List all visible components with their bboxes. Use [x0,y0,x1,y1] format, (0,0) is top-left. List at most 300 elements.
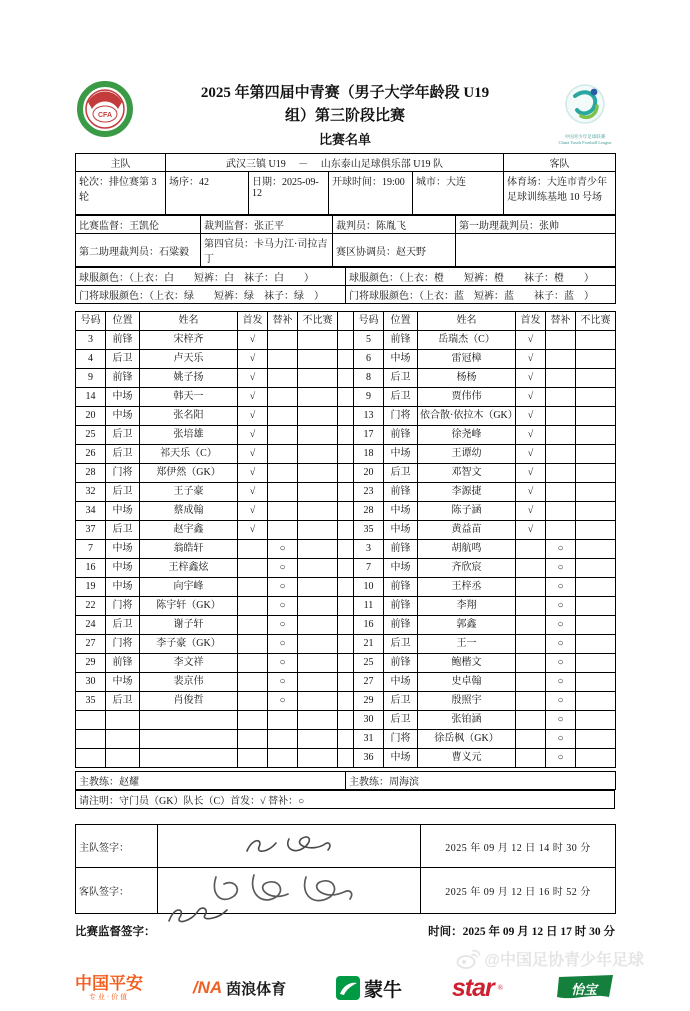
divider-cell [338,388,354,407]
away-start-mark [516,597,546,616]
home-sub-mark: ○ [268,635,298,654]
star-wordmark: star [451,973,494,1002]
assistant1-cell: 第一助理裁判员：张帅 [456,216,616,234]
page-title-line2: 组）第三阶段比赛 [284,107,405,124]
home-dnp-cell [298,635,338,654]
home-start-header: 首发 [238,312,268,331]
away-player-position: 中场 [384,673,418,692]
away-dnp-cell [576,597,616,616]
home-sub-mark [268,445,298,464]
home-sub-mark: ○ [268,540,298,559]
away-start-mark [516,635,546,654]
away-sub-mark: ○ [546,540,576,559]
roster-body [76,331,616,768]
away-dnp-cell [576,464,616,483]
away-start-header: 首发 [516,312,546,331]
home-sub-mark [268,369,298,388]
away-player-name: 徐尧峰 [418,426,516,445]
away-player-number: 18 [354,445,384,464]
home-start-mark [238,616,268,635]
away-player-number: 8 [354,369,384,388]
home-signature-time: 2025 年 09 月 12 日 14 时 30 分 [421,825,616,868]
away-sub-mark: ○ [546,654,576,673]
away-player-number: 3 [354,540,384,559]
roster-row [76,711,616,730]
legend-note: 请注明：守门员（GK）队长（C）首发：√ 替补：○ [76,791,615,809]
away-player-number: 25 [354,654,384,673]
home-player-position: 后卫 [106,445,140,464]
away-player-number: 31 [354,730,384,749]
home-dnp-cell [298,730,338,749]
mengniu-icon [336,976,360,1000]
away-player-name: 齐欣宸 [418,559,516,578]
home-player-name: 蔡成翰 [140,502,238,521]
mengniu-wordmark: 蒙牛 [364,979,403,1001]
divider-cell [338,407,354,426]
home-dnp-cell [298,388,338,407]
roster-row [76,426,616,445]
away-sub-mark [546,464,576,483]
home-player-number: 9 [76,369,106,388]
away-player-number: 20 [354,464,384,483]
youth-league-caption-en: China Youth Football League [558,141,612,147]
home-dnp-header: 不比赛 [298,312,338,331]
home-player-position: 后卫 [106,692,140,711]
home-start-mark [238,635,268,654]
away-signature-time: 2025 年 09 月 12 日 16 时 52 分 [421,868,616,914]
away-player-position: 后卫 [384,369,418,388]
home-start-mark [238,711,268,730]
away-dnp-cell [576,559,616,578]
away-signature-label: 客队签字： [76,868,158,914]
away-sub-mark [546,445,576,464]
away-player-number: 11 [354,597,384,616]
away-start-mark: √ [516,407,546,426]
away-player-position: 中场 [384,749,418,768]
home-player-name: 姚子扬 [140,369,238,388]
away-dnp-cell [576,388,616,407]
away-start-mark [516,730,546,749]
home-player-number: 32 [76,483,106,502]
home-dnp-cell [298,331,338,350]
away-sub-mark: ○ [546,749,576,768]
home-sub-mark [268,730,298,749]
away-dnp-cell [576,692,616,711]
pingan-wordmark: 中国平安 [75,973,143,993]
home-start-mark [238,559,268,578]
home-dnp-cell [298,711,338,730]
divider-cell [338,331,354,350]
away-player-position: 后卫 [384,711,418,730]
home-player-name: 陈宇轩（GK） [140,597,238,616]
away-player-name: 黄益苗 [418,521,516,540]
home-player-number: 35 [76,692,106,711]
home-player-name: 宋梓齐 [140,331,238,350]
home-player-name: 李子豪（GK） [140,635,238,654]
cfa-logo [75,82,135,141]
match-info-table [75,153,616,215]
empty-official-cell [456,234,616,267]
assistant2-cell: 第二助理裁判员：石粱毅 [76,234,201,267]
home-player-position: 前锋 [106,654,140,673]
home-player-number: 29 [76,654,106,673]
away-dnp-cell [576,616,616,635]
home-player-number: 27 [76,635,106,654]
home-sub-header: 替补 [268,312,298,331]
away-sub-mark [546,369,576,388]
roster-row [76,673,616,692]
home-player-name: 裴京伟 [140,673,238,692]
officials-table [75,215,616,267]
away-player-name: 雷冠樟 [418,350,516,369]
away-player-position: 前锋 [384,483,418,502]
home-player-position: 中场 [106,502,140,521]
home-start-mark [238,749,268,768]
away-player-position: 前锋 [384,540,418,559]
home-start-mark [238,692,268,711]
home-dnp-cell [298,692,338,711]
home-sub-mark: ○ [268,673,298,692]
home-sub-mark [268,464,298,483]
divider-cell [338,730,354,749]
away-player-position: 后卫 [384,692,418,711]
weibo-watermark [456,947,644,970]
home-dnp-cell [298,749,338,768]
divider-cell [338,502,354,521]
home-start-mark [238,673,268,692]
home-dnp-cell [298,369,338,388]
away-start-mark: √ [516,369,546,388]
date-cell: 日期：2025-09-12 [249,172,329,215]
away-sub-header: 替补 [546,312,576,331]
home-player-number: 16 [76,559,106,578]
away-player-name: 胡航鸣 [418,540,516,559]
home-start-mark [238,540,268,559]
yinlang-logo [193,978,286,999]
home-sub-mark [268,331,298,350]
away-player-number: 27 [354,673,384,692]
supervisor-signature [161,901,235,934]
away-player-name: 曹义元 [418,749,516,768]
away-player-name: 陈子涵 [418,502,516,521]
home-player-position: 门将 [106,464,140,483]
away-player-position: 前锋 [384,597,418,616]
kickoff-cell: 开球时间：19:00 [329,172,413,215]
home-dnp-cell [298,540,338,559]
home-start-mark [238,730,268,749]
home-player-position: 后卫 [106,350,140,369]
document-header [75,82,615,148]
divider-cell [338,445,354,464]
match-number-cell: 场序：42 [166,172,249,215]
home-sub-mark: ○ [268,559,298,578]
away-dnp-cell [576,673,616,692]
home-player-position: 前锋 [106,331,140,350]
home-player-number: 37 [76,521,106,540]
roster-row [76,464,616,483]
away-player-name: 贾伟伟 [418,388,516,407]
home-gk-kit-cell: 门将球服颜色：（上衣：绿 短裤：绿 袜子：绿 ） [76,286,346,304]
away-player-name: 李源捷 [418,483,516,502]
home-player-name: 赵宇鑫 [140,521,238,540]
home-signature-ink [229,829,349,861]
away-player-name: 王一 [418,635,516,654]
away-start-mark [516,616,546,635]
home-start-mark [238,654,268,673]
home-number-header: 号码 [76,312,106,331]
home-start-mark: √ [238,331,268,350]
home-player-name: 韩天一 [140,388,238,407]
divider-cell [338,464,354,483]
away-sub-mark: ○ [546,711,576,730]
home-sub-mark: ○ [268,578,298,597]
home-signature-label: 主队签字： [76,825,158,868]
sponsor-row [75,965,615,1011]
away-start-mark: √ [516,426,546,445]
home-start-mark: √ [238,502,268,521]
away-player-number: 30 [354,711,384,730]
roster-header-row [76,312,616,331]
away-player-name: 王梓丞 [418,578,516,597]
home-player-position: 后卫 [106,616,140,635]
stadium-cell: 体育场：大连市青少年足球训练基地 10 号场 [504,172,616,215]
home-player-name [140,749,238,768]
home-dnp-cell [298,673,338,692]
home-sub-mark [268,502,298,521]
home-player-position: 中场 [106,673,140,692]
away-player-number: 7 [354,559,384,578]
away-sub-mark [546,350,576,369]
away-dnp-cell [576,578,616,597]
away-start-mark: √ [516,502,546,521]
signatures-table [75,824,616,914]
divider-cell [338,369,354,388]
home-sub-mark: ○ [268,692,298,711]
away-sub-mark: ○ [546,597,576,616]
away-player-position: 门将 [384,407,418,426]
home-player-position: 后卫 [106,426,140,445]
home-dnp-cell [298,426,338,445]
away-player-name: 岳瑞杰（C） [418,331,516,350]
home-dnp-cell [298,559,338,578]
home-player-name: 王梓鑫炫 [140,559,238,578]
supervisor-signature-row [75,923,615,939]
away-start-mark [516,654,546,673]
away-player-position: 后卫 [384,388,418,407]
away-dnp-cell [576,749,616,768]
away-team-label: 客队 [504,154,616,172]
away-kit-cell: 球服颜色：（上衣：橙 短裤：橙 袜子：橙 ） [346,268,616,286]
home-start-mark [238,578,268,597]
away-player-name: 杨杨 [418,369,516,388]
home-player-position: 中场 [106,407,140,426]
home-start-mark [238,597,268,616]
supervisor-signature-ink [161,901,235,931]
away-player-number: 21 [354,635,384,654]
divider-cell [338,749,354,768]
away-player-position: 后卫 [384,635,418,654]
away-player-name: 依合散·依拉木（GK） [418,407,516,426]
round-cell: 轮次：排位赛第 3 轮 [76,172,166,215]
away-sub-mark: ○ [546,673,576,692]
divider-cell [338,635,354,654]
kit-colors-table [75,267,616,304]
away-player-position: 门将 [384,730,418,749]
away-start-mark: √ [516,388,546,407]
away-player-name: 邓智文 [418,464,516,483]
home-sub-mark [268,521,298,540]
divider-cell [338,711,354,730]
roster-row [76,388,616,407]
away-sub-mark [546,388,576,407]
away-player-position: 中场 [384,445,418,464]
pingan-logo [75,975,143,1001]
away-player-number: 10 [354,578,384,597]
away-player-name: 王谭幼 [418,445,516,464]
away-player-name: 张铂涵 [418,711,516,730]
home-kit-cell: 球服颜色：（上衣：白 短裤：白 袜子：白 ） [76,268,346,286]
home-sub-mark [268,483,298,502]
roster-row [76,578,616,597]
home-player-name: 张名阳 [140,407,238,426]
home-dnp-cell [298,464,338,483]
home-player-number: 34 [76,502,106,521]
home-player-number: 26 [76,445,106,464]
youth-league-caption-cn: 中国青少年足球联赛 [564,135,606,140]
home-player-number: 22 [76,597,106,616]
roster-row [76,350,616,369]
away-start-mark: √ [516,350,546,369]
divider-cell [338,578,354,597]
away-start-mark [516,673,546,692]
away-sub-mark [546,407,576,426]
away-sub-mark: ○ [546,730,576,749]
divider-cell [338,350,354,369]
away-sub-mark [546,426,576,445]
home-player-name [140,711,238,730]
yinlang-icon: /NA [192,978,223,997]
away-dnp-cell [576,369,616,388]
away-start-mark: √ [516,445,546,464]
home-team-signature [158,825,421,868]
home-start-mark: √ [238,350,268,369]
away-number-header: 号码 [354,312,384,331]
home-sub-mark [268,426,298,445]
home-player-name: 向宇峰 [140,578,238,597]
home-dnp-cell [298,578,338,597]
home-start-mark: √ [238,445,268,464]
home-dnp-cell [298,597,338,616]
away-player-position: 前锋 [384,654,418,673]
divider-cell [338,483,354,502]
away-dnp-cell [576,407,616,426]
divider-cell [338,540,354,559]
home-start-mark: √ [238,464,268,483]
home-player-position: 中场 [106,578,140,597]
away-start-mark [516,540,546,559]
home-position-header: 位置 [106,312,140,331]
roster-row [76,483,616,502]
home-player-name [140,730,238,749]
home-sub-mark: ○ [268,597,298,616]
away-player-position: 前锋 [384,331,418,350]
mengniu-logo [336,975,402,1002]
home-player-number: 3 [76,331,106,350]
away-start-mark [516,578,546,597]
home-player-number [76,730,106,749]
youth-league-icon [561,82,609,130]
svg-text:CFA: CFA [98,112,112,119]
home-player-position: 后卫 [106,483,140,502]
home-team-label: 主队 [76,154,166,172]
away-dnp-cell [576,654,616,673]
away-player-name: 史卓翰 [418,673,516,692]
away-player-position: 中场 [384,502,418,521]
away-player-position: 前锋 [384,616,418,635]
away-start-mark: √ [516,521,546,540]
star-logo [452,974,503,1003]
home-coach-cell: 主教练：赵耀 [76,772,346,790]
away-sub-mark [546,521,576,540]
away-player-number: 23 [354,483,384,502]
home-player-name: 谢子轩 [140,616,238,635]
roster-table [75,311,616,768]
coaches-table [75,771,616,790]
yibao-wordmark: 怡宝 [570,981,597,997]
away-player-number: 16 [354,616,384,635]
home-start-mark: √ [238,521,268,540]
home-player-name: 肖俊哲 [140,692,238,711]
away-dnp-cell [576,711,616,730]
referee-cell: 裁判员：陈胤飞 [333,216,456,234]
away-player-position: 中场 [384,350,418,369]
roster-row [76,559,616,578]
home-player-number [76,711,106,730]
divider-cell [338,597,354,616]
away-player-position: 中场 [384,559,418,578]
fourth-official-cell: 第四官员：卡马力江·司拉吉丁 [201,234,333,267]
home-player-position [106,749,140,768]
away-sub-mark: ○ [546,578,576,597]
home-player-position: 中场 [106,559,140,578]
roster-row [76,597,616,616]
home-player-number: 19 [76,578,106,597]
referee-assessor-cell: 裁判监督：张正平 [201,216,333,234]
roster-row [76,502,616,521]
divider-cell [338,654,354,673]
roster-row [76,616,616,635]
away-start-mark [516,711,546,730]
home-player-name: 王子豪 [140,483,238,502]
home-sub-mark: ○ [268,616,298,635]
home-player-position [106,730,140,749]
away-coach-cell: 主教练：周海滨 [346,772,616,790]
roster-row [76,369,616,388]
home-sub-mark [268,711,298,730]
away-dnp-cell [576,730,616,749]
match-commissioner-cell: 比赛监督：王凯伦 [76,216,201,234]
away-player-number: 17 [354,426,384,445]
home-player-name: 李文祥 [140,654,238,673]
roster-row [76,521,616,540]
away-player-number: 9 [354,388,384,407]
away-start-mark [516,559,546,578]
away-player-position: 前锋 [384,578,418,597]
cfa-badge-icon [78,82,132,136]
divider-cell [338,616,354,635]
away-start-mark: √ [516,331,546,350]
away-sub-mark [546,502,576,521]
